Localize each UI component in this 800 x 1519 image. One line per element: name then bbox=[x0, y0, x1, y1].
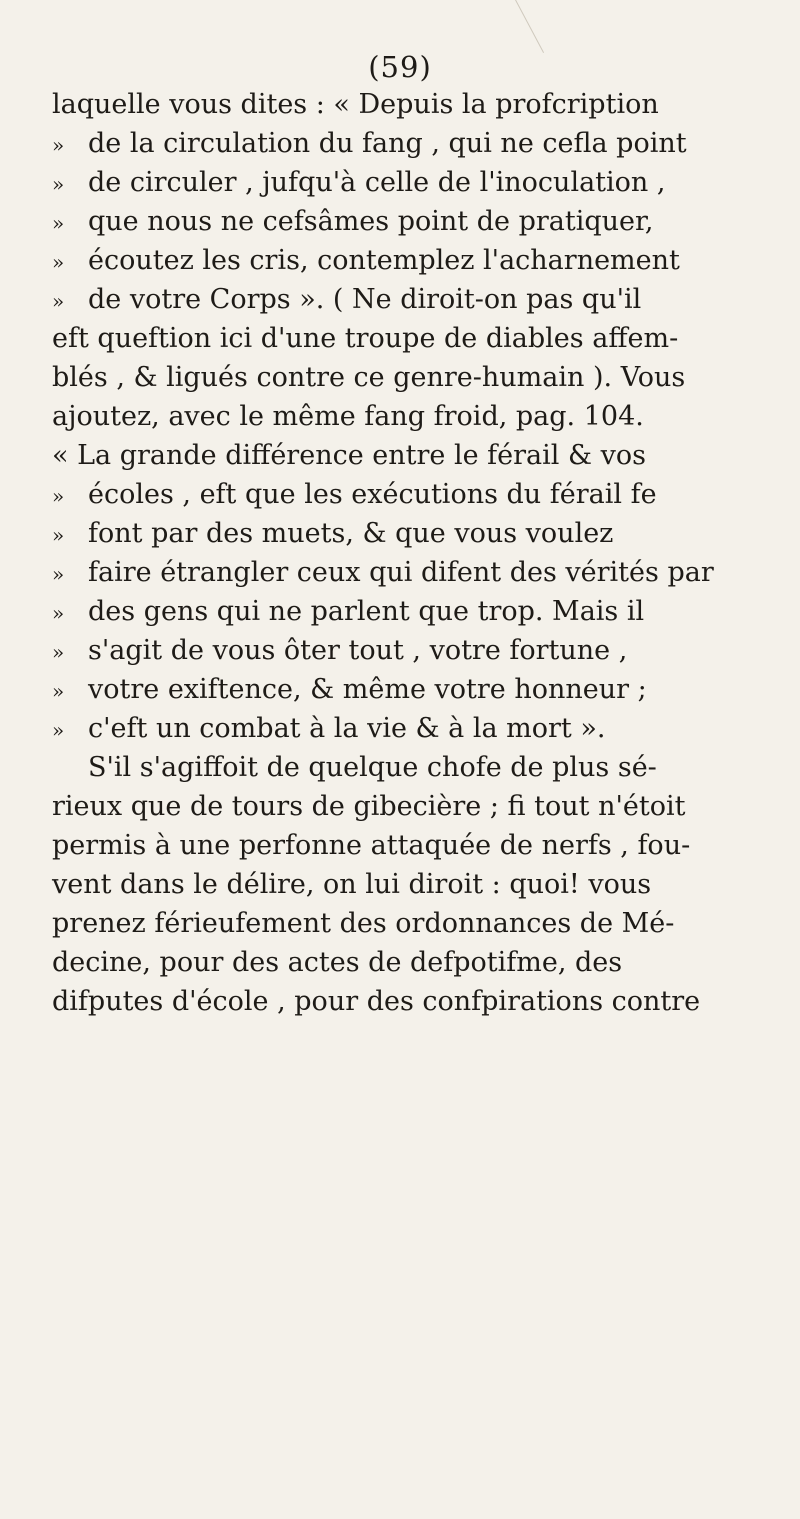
page-crease bbox=[515, 0, 544, 53]
page-number: (59) bbox=[368, 50, 432, 84]
quote-mark: » bbox=[52, 172, 65, 196]
quote-mark: » bbox=[52, 679, 65, 703]
quote-mark: » bbox=[52, 484, 65, 508]
text-line: vent dans le délire, on lui diroit : quoi! vous bbox=[52, 869, 652, 900]
text-line: permis à une perfonne attaquée de nerfs , fou- bbox=[52, 830, 691, 861]
text-line: decine, pour des actes de defpotifme, des bbox=[52, 947, 623, 978]
quote-mark: » bbox=[52, 211, 65, 235]
text-line: » de votre Corps ». ( Ne diroit-on pas qu'il bbox=[52, 280, 641, 320]
quote-mark: » bbox=[52, 562, 65, 586]
text-line: » écoles , eft que les exécutions du férail fe bbox=[52, 475, 657, 515]
quote-mark: » bbox=[52, 133, 65, 157]
quote-mark: » bbox=[52, 250, 65, 274]
text-line: laquelle vous dites : « Depuis la profcription bbox=[52, 89, 659, 120]
quote-mark: » bbox=[52, 289, 65, 313]
text-line: » faire étrangler ceux qui difent des vérités par bbox=[52, 553, 714, 593]
text-line: » votre exiftence, & même votre honneur ; bbox=[52, 670, 647, 710]
text-line: S'il s'agiffoit de quelque chofe de plus sé- bbox=[88, 752, 657, 783]
text-line: blés , & ligués contre ce genre-humain ). Vous bbox=[52, 362, 686, 393]
quote-mark: » bbox=[52, 640, 65, 664]
text-line: « La grande différence entre le férail & vos bbox=[52, 440, 646, 471]
text-line: » que nous ne cefsâmes point de pratiquer, bbox=[52, 202, 654, 242]
quote-mark: » bbox=[52, 523, 65, 547]
quote-mark: » bbox=[52, 718, 65, 742]
text-line: prenez férieufement des ordonnances de Mé- bbox=[52, 908, 675, 939]
text-line: ajoutez, avec le même fang froid, pag. 104. bbox=[52, 401, 644, 432]
text-line: rieux que de tours de gibecière ; fi tout n'étoit bbox=[52, 791, 686, 822]
text-line: » c'eft un combat à la vie & à la mort ». bbox=[52, 709, 605, 749]
text-line: » s'agit de vous ôter tout , votre fortune , bbox=[52, 631, 627, 671]
text-line: » de la circulation du fang , qui ne cefla point bbox=[52, 124, 687, 164]
quote-mark: » bbox=[52, 601, 65, 625]
text-line: » font par des muets, & que vous voulez bbox=[52, 514, 613, 554]
text-line: difputes d'école , pour des confpirations contre bbox=[52, 986, 701, 1017]
text-line: » écoutez les cris, contemplez l'acharnement bbox=[52, 241, 680, 281]
text-line: » de circuler , jufqu'à celle de l'inoculation , bbox=[52, 163, 665, 203]
text-line: » des gens qui ne parlent que trop. Mais il bbox=[52, 592, 644, 632]
text-line: eft queftion ici d'une troupe de diables affem- bbox=[52, 323, 679, 354]
